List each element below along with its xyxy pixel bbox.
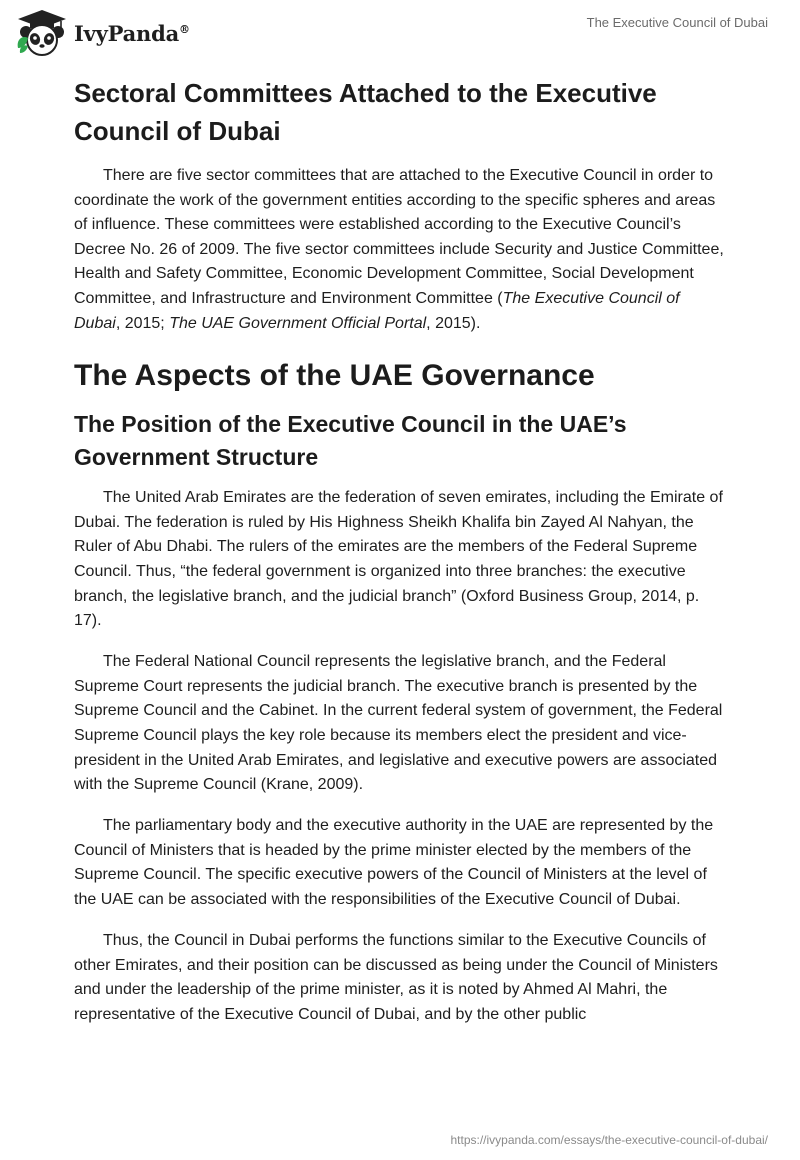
paragraph: Thus, the Council in Dubai performs the functions similar to the Executive Councils of other Emirates, and their position can be discussed as being under the Council of Ministers and under the leadership of the prime minister, as it is noted by Ahmed Al Mahri, the representative of the Executive Council of Dubai, and by the other public [74, 932, 718, 1023]
running-title: The Executive Council of Dubai [586, 15, 768, 30]
paragraph: The parliamentary body and the executive authority in the UAE are represented by the Council of Ministers that is headed by the prime minister elected by the members of the Supreme Council. The specific executive powers of the Council of Ministers at the level of the UAE can be associated with the responsibilities of the Executive Council of Dubai. [74, 817, 714, 909]
brand-name: IvyPanda® [74, 20, 190, 46]
paragraph: The Federal National Council represents the legislative branch, and the Federal Supreme Court represents the judicial branch. The executive branch is presented by the Supreme Council and the Cabinet. In the current federal system of government, the Federal Supreme Council plays the key role because its members elect the president and vice-president in the United Arab Emirates, and legislative and executive powers are associated with the Supreme Council (Krane, 2009). [74, 653, 723, 794]
essay-content [74, 74, 726, 1044]
source-url[interactable]: https://ivypanda.com/essays/the-executive-council-of-dubai/ [450, 1133, 768, 1147]
paragraph-committees [74, 164, 726, 336]
subsection-heading-position: The Position of the Executive Council in the UAE’s Government Structure [74, 411, 627, 471]
citation-title: The Executive Council of Dubai [74, 289, 680, 332]
registered-mark: ® [179, 22, 190, 36]
paragraph: The United Arab Emirates are the federation of seven emirates, including the Emirate of Dubai. The federation is ruled by His Highness Sheikh Khalifa bin Zayed Al Nahyan, the Ruler of Abu Dhabi. The rulers of the emirates are the members of the Federal Supreme Council. Thus, “the federal government is organized into three branches: the executive branch, the legislative branch, and the judicial branch” (Oxford Business Group, 2014, p. 17). [74, 489, 723, 630]
paragraph-text: , 2015). [426, 314, 481, 332]
section-heading-committees: Sectoral Committees Attached to the Executive Council of Dubai [74, 78, 657, 146]
section-heading-governance: The Aspects of the UAE Governance [74, 359, 595, 393]
citation-title: The UAE Government Official Portal [169, 314, 427, 332]
paragraph-text: , 2015; [115, 314, 170, 332]
panda-graduate-icon [14, 8, 70, 58]
paragraph-text: There are five sector committees that are attached to the Executive Council in order to coordinate the work of the government entities according to the specific spheres and areas of influence. These committees were established according to the Executive Council’s Decree No. 26 of 2009. The five sector committees include Security and Justice Committee, Health and Safety Committee, Economic Development Committee, Social Development Committee, and Infrastructure and Environment Committee ( [74, 167, 724, 307]
ivypanda-logo[interactable] [14, 8, 190, 58]
page-header [0, 0, 800, 70]
